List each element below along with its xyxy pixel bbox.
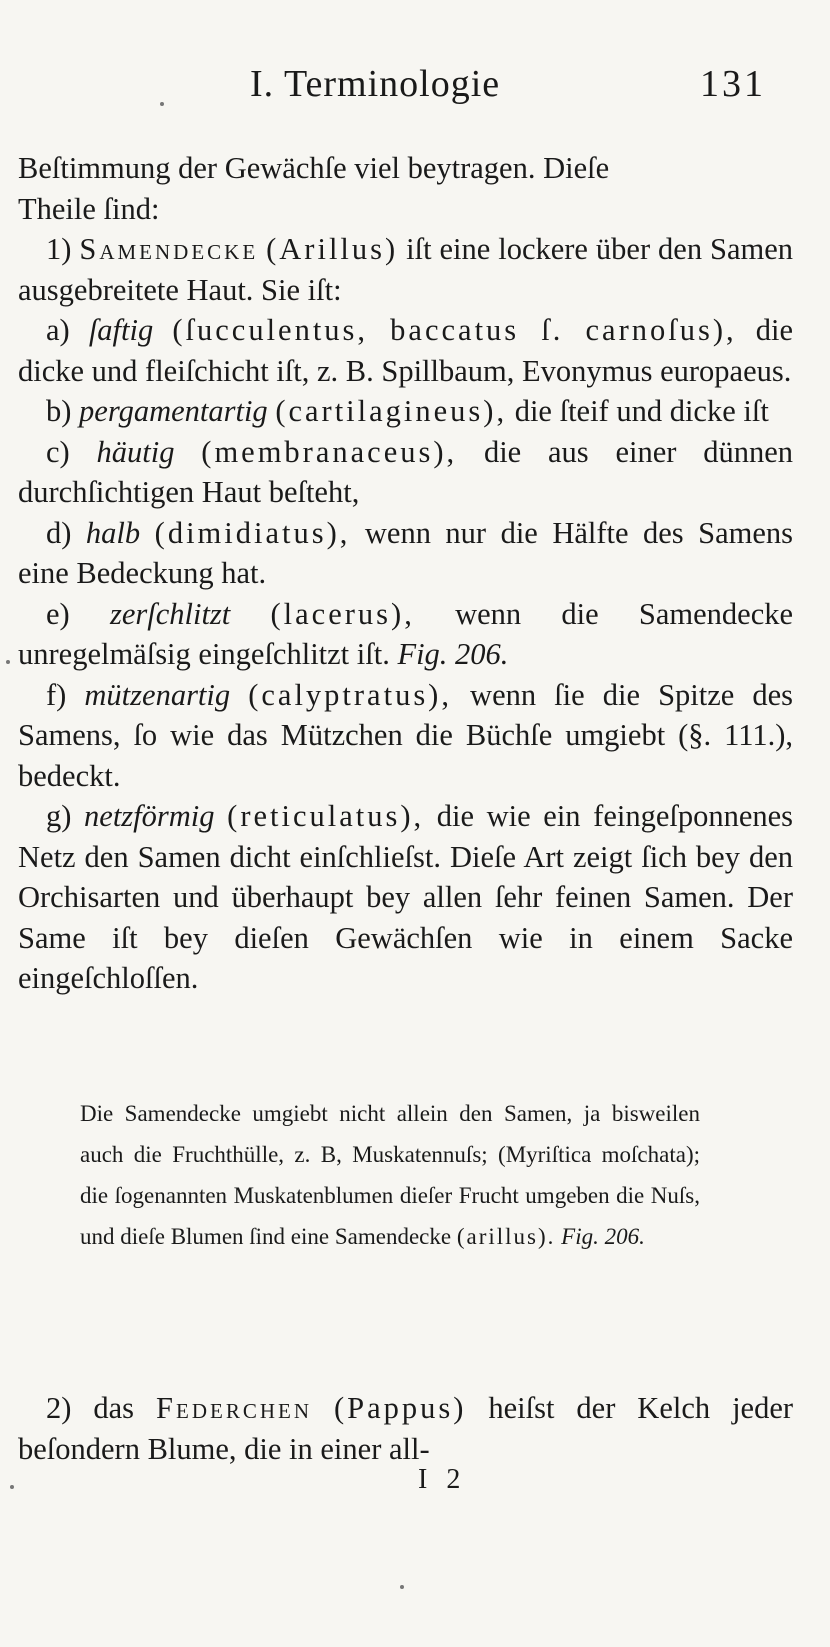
- subitem-c: [18, 432, 793, 513]
- item-federchen: [18, 1388, 793, 1469]
- subitem-term: netzförmig: [84, 799, 215, 833]
- printer-signature: I 2: [418, 1464, 467, 1495]
- subitem-label: a): [46, 313, 70, 347]
- item-term: Samendecke: [79, 232, 259, 266]
- item-prefix: das: [93, 1391, 135, 1425]
- main-text: [18, 148, 793, 999]
- subitem-latin: (membranaceus),: [201, 434, 458, 469]
- subitem-latin: (dimidiatus),: [154, 515, 351, 550]
- subitem-label: c): [46, 434, 70, 469]
- subitem-term: pergamentartig: [79, 394, 268, 428]
- subitem-term: halb: [85, 515, 141, 550]
- item-term: Federchen: [156, 1391, 312, 1425]
- subitem-description: die wie ein feingeſponnenes Netz den Samen dicht einſchlieſst. Dieſe Art zeigt ſich bey den Orchisarten und überhaupt bey allen ſehr feinen Samen. Der Same iſt bey dieſen Gewächſen wie in einem Sacke eingeſchloſſen.: [18, 799, 794, 995]
- intro-line-2: Theile ſind:: [18, 191, 160, 226]
- intro-line-1: Beſtimmung der Gewächſe viel beytragen. Dieſe: [18, 151, 610, 185]
- subitem-label: g): [46, 799, 72, 833]
- subitem-latin: (lacerus),: [270, 596, 415, 631]
- subitem-description: wenn die Samendecke unregelmäſsig eingeſchlitzt iſt.: [18, 596, 794, 671]
- intro-paragraph: [18, 148, 793, 229]
- item-description: heiſst der Kelch jeder beſondern Blume, die in einer all-: [18, 1391, 794, 1466]
- paper-speck: [400, 1585, 404, 1589]
- item-number: 1): [46, 232, 72, 266]
- item-samendecke: [18, 229, 793, 310]
- subitem-term: zerſchlitzt: [109, 596, 231, 631]
- running-header: [0, 62, 830, 122]
- item-number: 2): [46, 1391, 72, 1425]
- subitem-term: mützenartig: [84, 677, 231, 712]
- subitem-f: [18, 675, 793, 797]
- subitem-b: [18, 391, 793, 432]
- item-latin: (Pappus): [333, 1391, 467, 1425]
- item-latin: (Arillus): [266, 232, 399, 266]
- subitem-term: ſaftig: [88, 313, 154, 347]
- paper-speck: [10, 1485, 14, 1489]
- subitem-latin: (ſucculentus, baccatus ſ. carnoſus),: [172, 313, 737, 347]
- subitem-description: die aus einer dünnen durchſichtigen Haut beſteht,: [18, 434, 794, 509]
- subitem-term: häutig: [96, 434, 175, 469]
- subitem-latin: (cartilagineus),: [275, 394, 508, 428]
- paper-speck: [6, 660, 10, 664]
- subitem-label: b): [46, 394, 72, 428]
- subitem-a: [18, 310, 793, 391]
- note-latin: (arillus).: [456, 1224, 556, 1249]
- subitem-latin: (reticulatus),: [227, 799, 425, 833]
- paper-speck: [160, 102, 164, 106]
- subitem-e: [18, 594, 793, 675]
- subitem-description: wenn nur die Hälfte des Samens eine Bedeckung hat.: [18, 515, 794, 590]
- subitem-label: d): [46, 515, 72, 550]
- subitem-description: die ſteif und dicke iſt: [514, 394, 769, 428]
- figure-reference: Fig. 206.: [397, 637, 509, 671]
- subitem-label: f): [46, 677, 67, 712]
- subitem-label: e): [46, 596, 70, 631]
- subitem-latin: (calyptratus),: [248, 677, 452, 712]
- footnote-block: [80, 1093, 700, 1257]
- subitem-g: [18, 796, 793, 999]
- item-description: iſt eine lockere über den Samen ausgebreitete Haut. Sie iſt:: [18, 232, 794, 307]
- chapter-title: I. Terminologie: [250, 63, 501, 105]
- item-federchen-paragraph: [18, 1388, 793, 1469]
- page-number: 131: [700, 63, 766, 105]
- subitem-d: [18, 513, 793, 594]
- note-figure-reference: Fig. 206.: [561, 1224, 645, 1249]
- subitem-description: die dicke und fleiſchicht iſt, z. B. Spillbaum, Evonymus europaeus.: [18, 313, 793, 388]
- subitem-description: wenn ſie die Spitze des Samens, ſo wie das Mützchen die Büchſe umgiebt (§. 111.), bedeckt.: [18, 677, 794, 793]
- note-text: Die Samendecke umgiebt nicht allein den Samen, ja bisweilen auch die Fruchthülle, z. B, Muskatennuſs; (Myriſtica moſchata); die ſogenannten Muskatenblumen dieſer Frucht umgeben die Nuſs, und dieſe Blumen ſind eine Samendecke: [80, 1101, 700, 1249]
